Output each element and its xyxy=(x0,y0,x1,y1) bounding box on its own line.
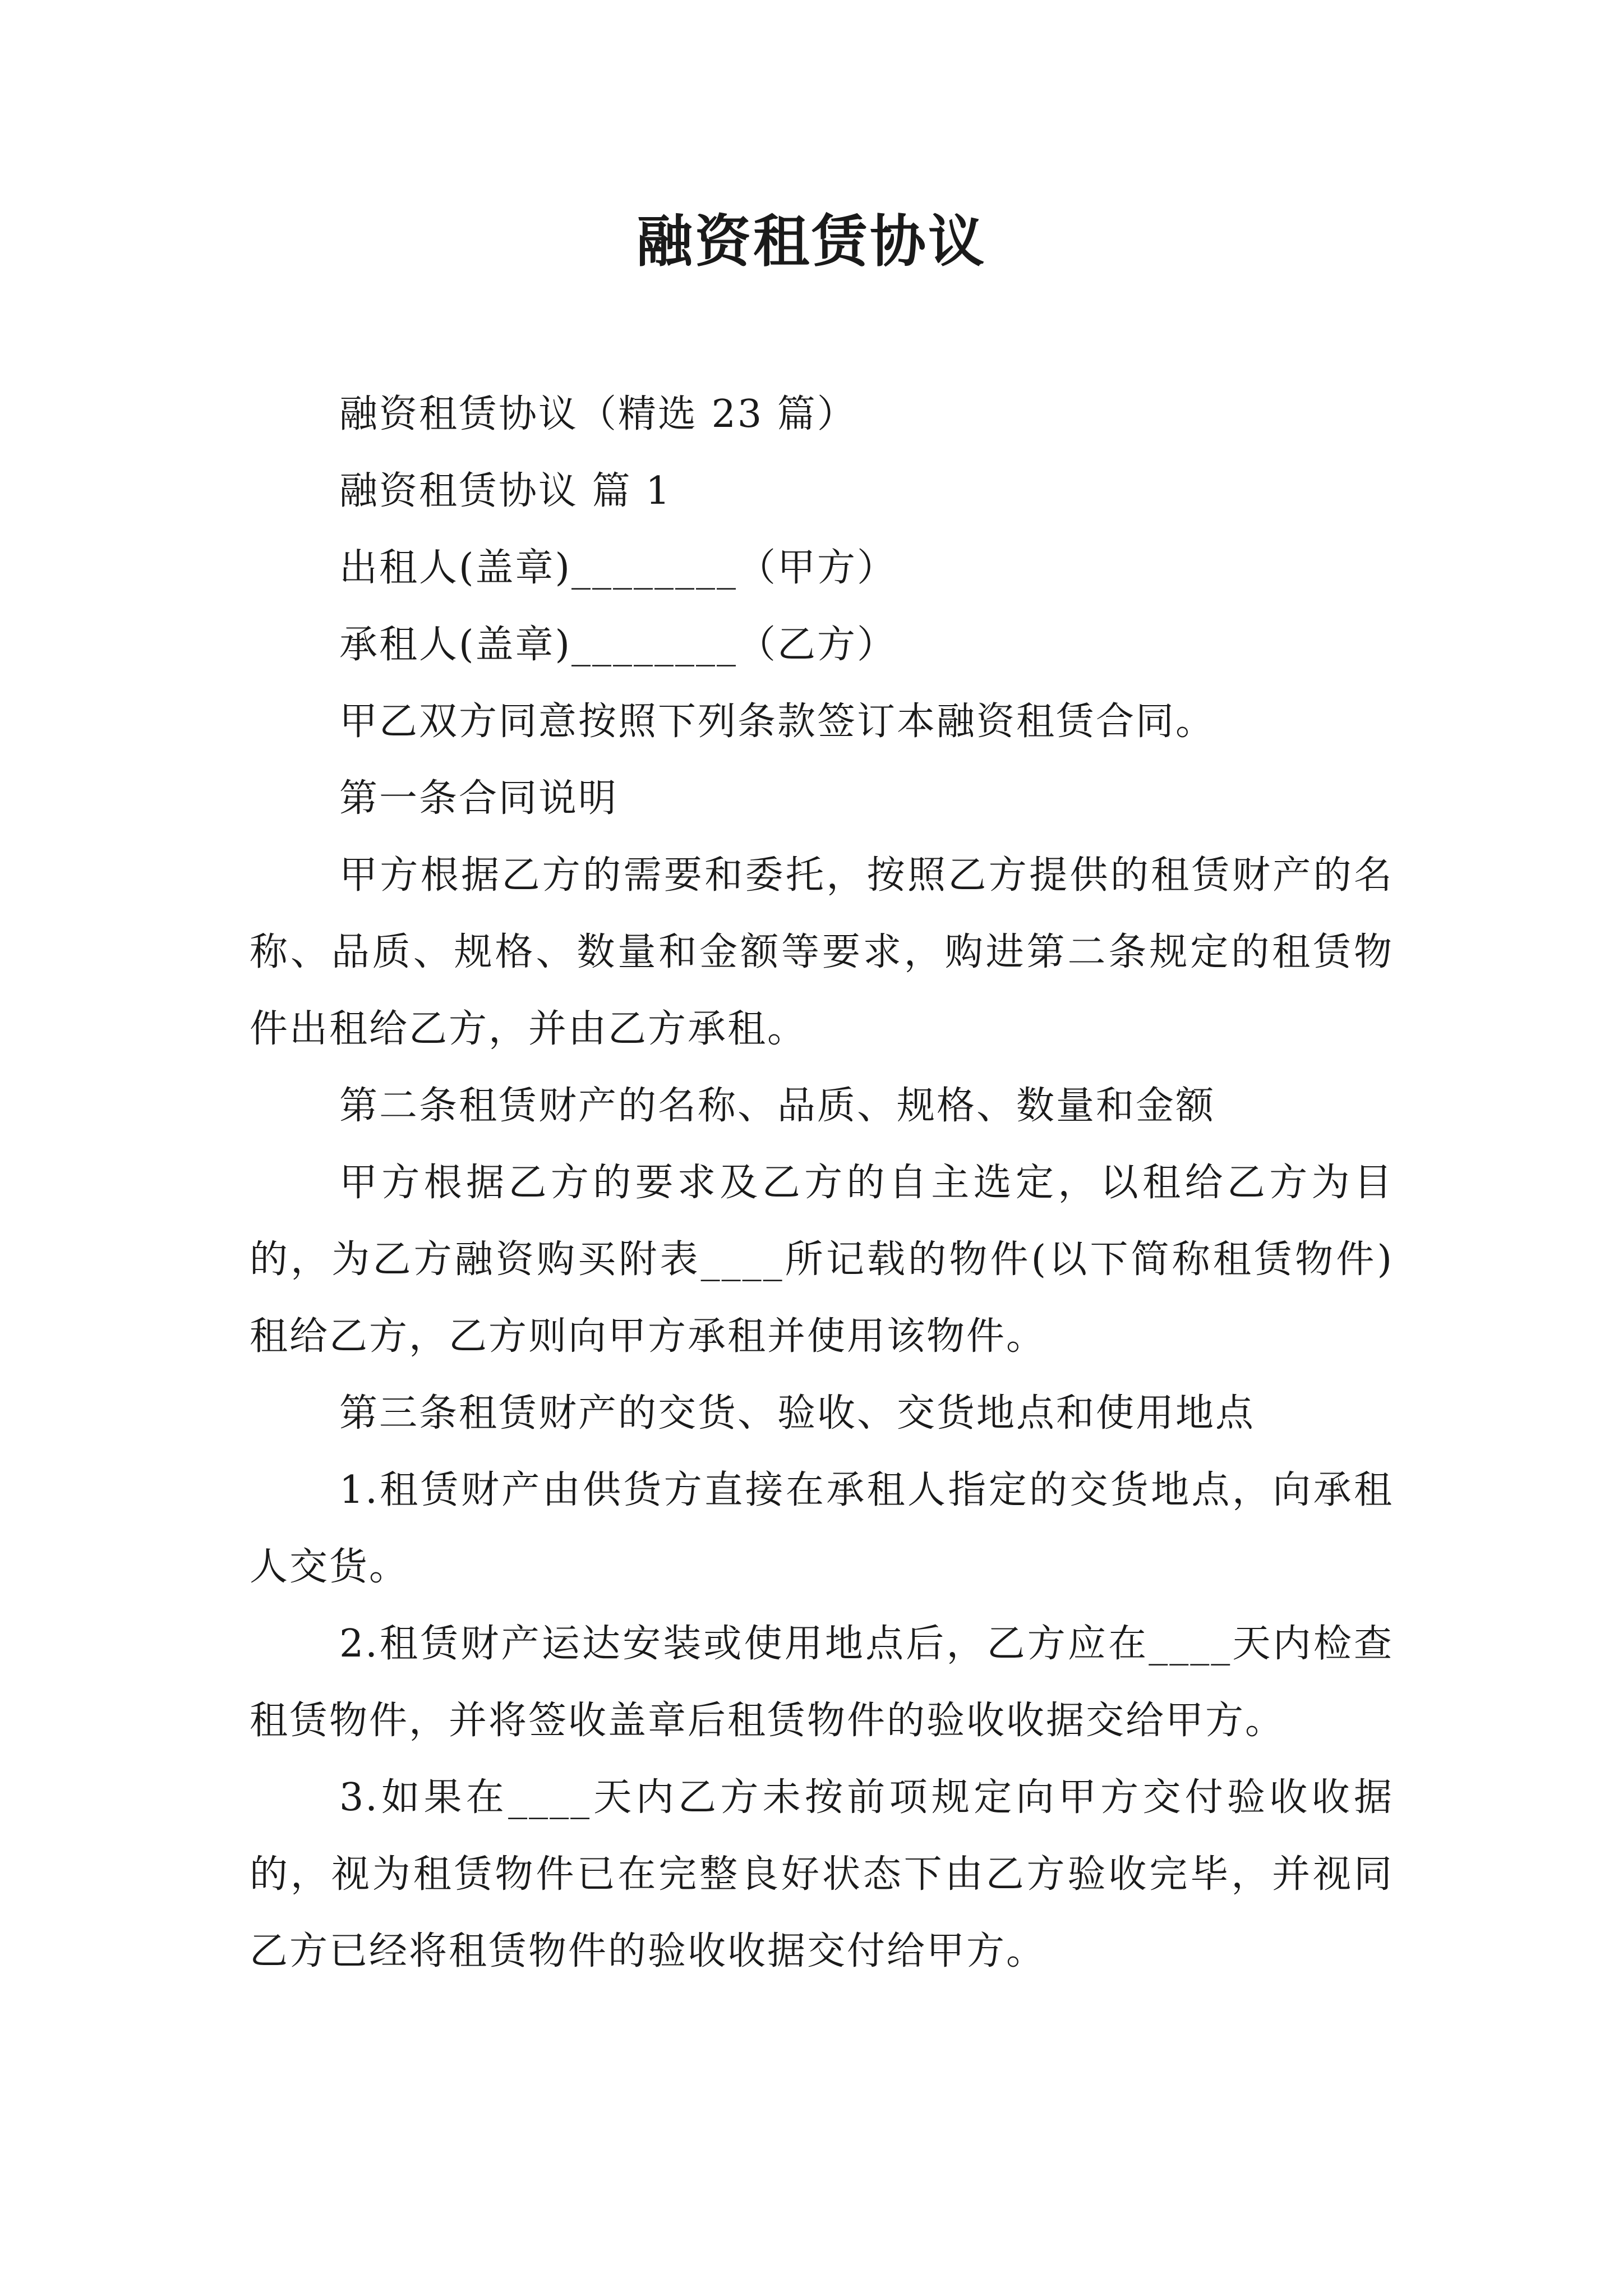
document-title: 融资租赁协议 xyxy=(637,208,986,274)
paragraph-article-2-body: 甲方根据乙方的要求及乙方的自主选定，以租给乙方为目的，为乙方融资购买附表____所记载的物件(以下简称租赁物件)租给乙方，乙方则向甲方承租并使用该物件。 xyxy=(250,1161,1394,1359)
paragraph-agreement-statement: 甲乙双方同意按照下列条款签订本融资租赁合同。 xyxy=(339,700,1216,744)
paragraph-section-heading: 融资租赁协议 篇 1 xyxy=(339,469,672,513)
paragraph-article-3-item-1: 1.租赁财产由供货方直接在承租人指定的交货地点，向承租人交货。 xyxy=(250,1468,1394,1589)
paragraph-article-2-heading: 第二条租赁财产的名称、品质、规格、数量和金额 xyxy=(339,1084,1216,1128)
paragraph-lessee: 承租人(盖章)________（乙方） xyxy=(339,623,897,667)
paragraph-article-3-item-2: 2.租赁财产运达安装或使用地点后，乙方应在____天内检查租赁物件，并将签收盖章后租赁物件的验收收据交给甲方。 xyxy=(250,1622,1394,1743)
document-body xyxy=(250,376,1394,1990)
paragraph-article-3-item-3: 3.如果在____天内乙方未按前项规定向甲方交付验收收据的，视为租赁物件已在完整良好状态下由乙方验收完毕，并视同乙方已经将租赁物件的验收收据交付给甲方。 xyxy=(250,1775,1394,1973)
paragraph-article-3-heading: 第三条租赁财产的交货、验收、交货地点和使用地点 xyxy=(339,1391,1256,1435)
paragraph-article-1-heading: 第一条合同说明 xyxy=(339,776,619,821)
paragraph-article-1-body: 甲方根据乙方的需要和委托，按照乙方提供的租赁财产的名称、品质、规格、数量和金额等要求，购进第二条规定的租赁物件出租给乙方，并由乙方承租。 xyxy=(250,853,1394,1051)
paragraph-subtitle: 融资租赁协议（精选 23 篇） xyxy=(339,392,857,436)
paragraph-lessor: 出租人(盖章)________（甲方） xyxy=(339,546,897,590)
